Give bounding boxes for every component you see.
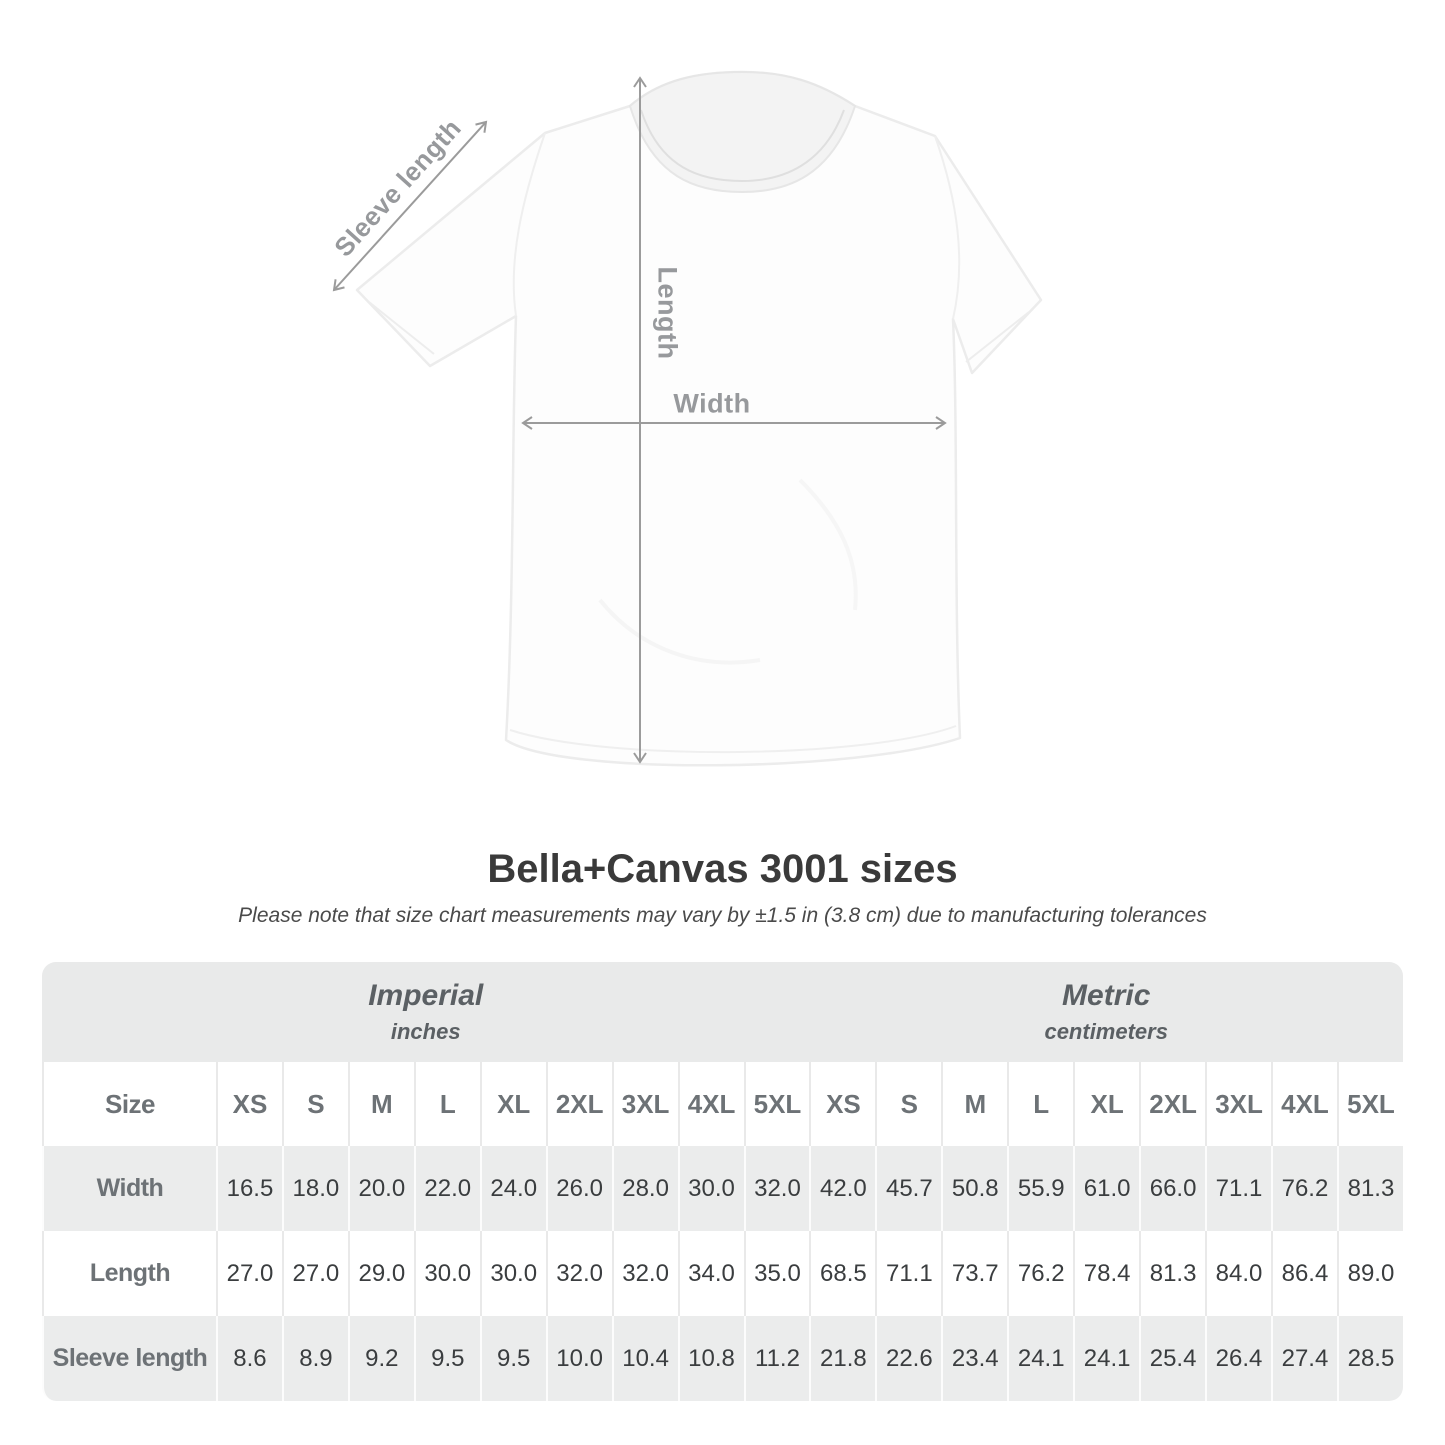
- value-cell: 28.0: [612, 1146, 678, 1231]
- value-cell: 32.0: [612, 1231, 678, 1316]
- value-cell: 66.0: [1139, 1146, 1205, 1231]
- value-cell: 27.4: [1271, 1316, 1337, 1401]
- value-cell: 23.4: [941, 1316, 1007, 1401]
- value-cell: 26.4: [1205, 1316, 1271, 1401]
- value-cell: 84.0: [1205, 1231, 1271, 1316]
- value-cell: 9.5: [414, 1316, 480, 1401]
- size-header-cell: 3XL: [1205, 1062, 1271, 1146]
- value-cell: 86.4: [1271, 1231, 1337, 1316]
- value-cell: 20.0: [348, 1146, 414, 1231]
- value-cell: 76.2: [1271, 1146, 1337, 1231]
- imperial-unit: inches: [390, 1019, 461, 1044]
- imperial-header: [42, 962, 809, 1062]
- value-cell: 18.0: [282, 1146, 348, 1231]
- value-cell: 9.5: [480, 1316, 546, 1401]
- value-cell: 8.9: [282, 1316, 348, 1401]
- row-label: Length: [42, 1231, 216, 1316]
- value-cell: 30.0: [678, 1146, 744, 1231]
- units-header-row: [42, 962, 1403, 1062]
- value-cell: 35.0: [744, 1231, 810, 1316]
- value-cell: 24.1: [1073, 1316, 1139, 1401]
- size-header-cell: 2XL: [1139, 1062, 1205, 1146]
- size-header-cell: 4XL: [1271, 1062, 1337, 1146]
- size-chart-table: [42, 962, 1403, 1401]
- value-cell: 8.6: [216, 1316, 282, 1401]
- value-cell: 32.0: [744, 1146, 810, 1231]
- table-row: [42, 1062, 1403, 1146]
- value-cell: 24.0: [480, 1146, 546, 1231]
- value-cell: 22.0: [414, 1146, 480, 1231]
- value-cell: 78.4: [1073, 1231, 1139, 1316]
- value-cell: 29.0: [348, 1231, 414, 1316]
- value-cell: 68.5: [809, 1231, 875, 1316]
- value-cell: 61.0: [1073, 1146, 1139, 1231]
- size-header-cell: M: [941, 1062, 1007, 1146]
- value-cell: 16.5: [216, 1146, 282, 1231]
- size-header-cell: S: [875, 1062, 941, 1146]
- size-header-cell: 3XL: [612, 1062, 678, 1146]
- value-cell: 32.0: [546, 1231, 612, 1316]
- value-cell: 81.3: [1337, 1146, 1403, 1231]
- width-label: Width: [673, 388, 751, 419]
- value-cell: 28.5: [1337, 1316, 1403, 1401]
- value-cell: 76.2: [1007, 1231, 1073, 1316]
- value-cell: 55.9: [1007, 1146, 1073, 1231]
- value-cell: 9.2: [348, 1316, 414, 1401]
- size-header-cell: XL: [480, 1062, 546, 1146]
- table-row: [42, 1146, 1403, 1231]
- metric-title: Metric: [1062, 979, 1151, 1012]
- length-label: Length: [652, 266, 683, 360]
- value-cell: 24.1: [1007, 1316, 1073, 1401]
- value-cell: 22.6: [875, 1316, 941, 1401]
- row-label: Sleeve length: [42, 1316, 216, 1401]
- size-header-cell: XS: [216, 1062, 282, 1146]
- size-header-cell: 5XL: [1337, 1062, 1403, 1146]
- value-cell: 10.0: [546, 1316, 612, 1401]
- size-row-label: Size: [42, 1062, 216, 1146]
- metric-unit: centimeters: [1044, 1019, 1168, 1044]
- table-row: [42, 1231, 1403, 1316]
- value-cell: 50.8: [941, 1146, 1007, 1231]
- value-cell: 71.1: [1205, 1146, 1271, 1231]
- value-cell: 73.7: [941, 1231, 1007, 1316]
- size-header-cell: XS: [809, 1062, 875, 1146]
- size-header-cell: XL: [1073, 1062, 1139, 1146]
- size-header-cell: S: [282, 1062, 348, 1146]
- value-cell: 81.3: [1139, 1231, 1205, 1316]
- row-label: Width: [42, 1146, 216, 1231]
- value-cell: 30.0: [480, 1231, 546, 1316]
- page-title: Bella+Canvas 3001 sizes: [487, 847, 958, 891]
- size-header-cell: 4XL: [678, 1062, 744, 1146]
- value-cell: 27.0: [282, 1231, 348, 1316]
- tolerance-note: Please note that size chart measurements may vary by ±1.5 in (3.8 cm) due to manufacturing tolerances: [238, 904, 1207, 927]
- value-cell: 21.8: [809, 1316, 875, 1401]
- value-cell: 71.1: [875, 1231, 941, 1316]
- value-cell: 11.2: [744, 1316, 810, 1401]
- value-cell: 89.0: [1337, 1231, 1403, 1316]
- size-header-cell: L: [414, 1062, 480, 1146]
- value-cell: 30.0: [414, 1231, 480, 1316]
- value-cell: 25.4: [1139, 1316, 1205, 1401]
- sleeve-length-label: Sleeve length: [328, 112, 468, 263]
- value-cell: 42.0: [809, 1146, 875, 1231]
- value-cell: 45.7: [875, 1146, 941, 1231]
- size-header-cell: M: [348, 1062, 414, 1146]
- table-row: [42, 1316, 1403, 1401]
- value-cell: 26.0: [546, 1146, 612, 1231]
- value-cell: 10.4: [612, 1316, 678, 1401]
- value-cell: 34.0: [678, 1231, 744, 1316]
- metric-header: [809, 962, 1403, 1062]
- size-header-cell: 5XL: [744, 1062, 810, 1146]
- size-header-cell: 2XL: [546, 1062, 612, 1146]
- size-header-cell: L: [1007, 1062, 1073, 1146]
- value-cell: 27.0: [216, 1231, 282, 1316]
- value-cell: 10.8: [678, 1316, 744, 1401]
- imperial-title: Imperial: [368, 979, 484, 1012]
